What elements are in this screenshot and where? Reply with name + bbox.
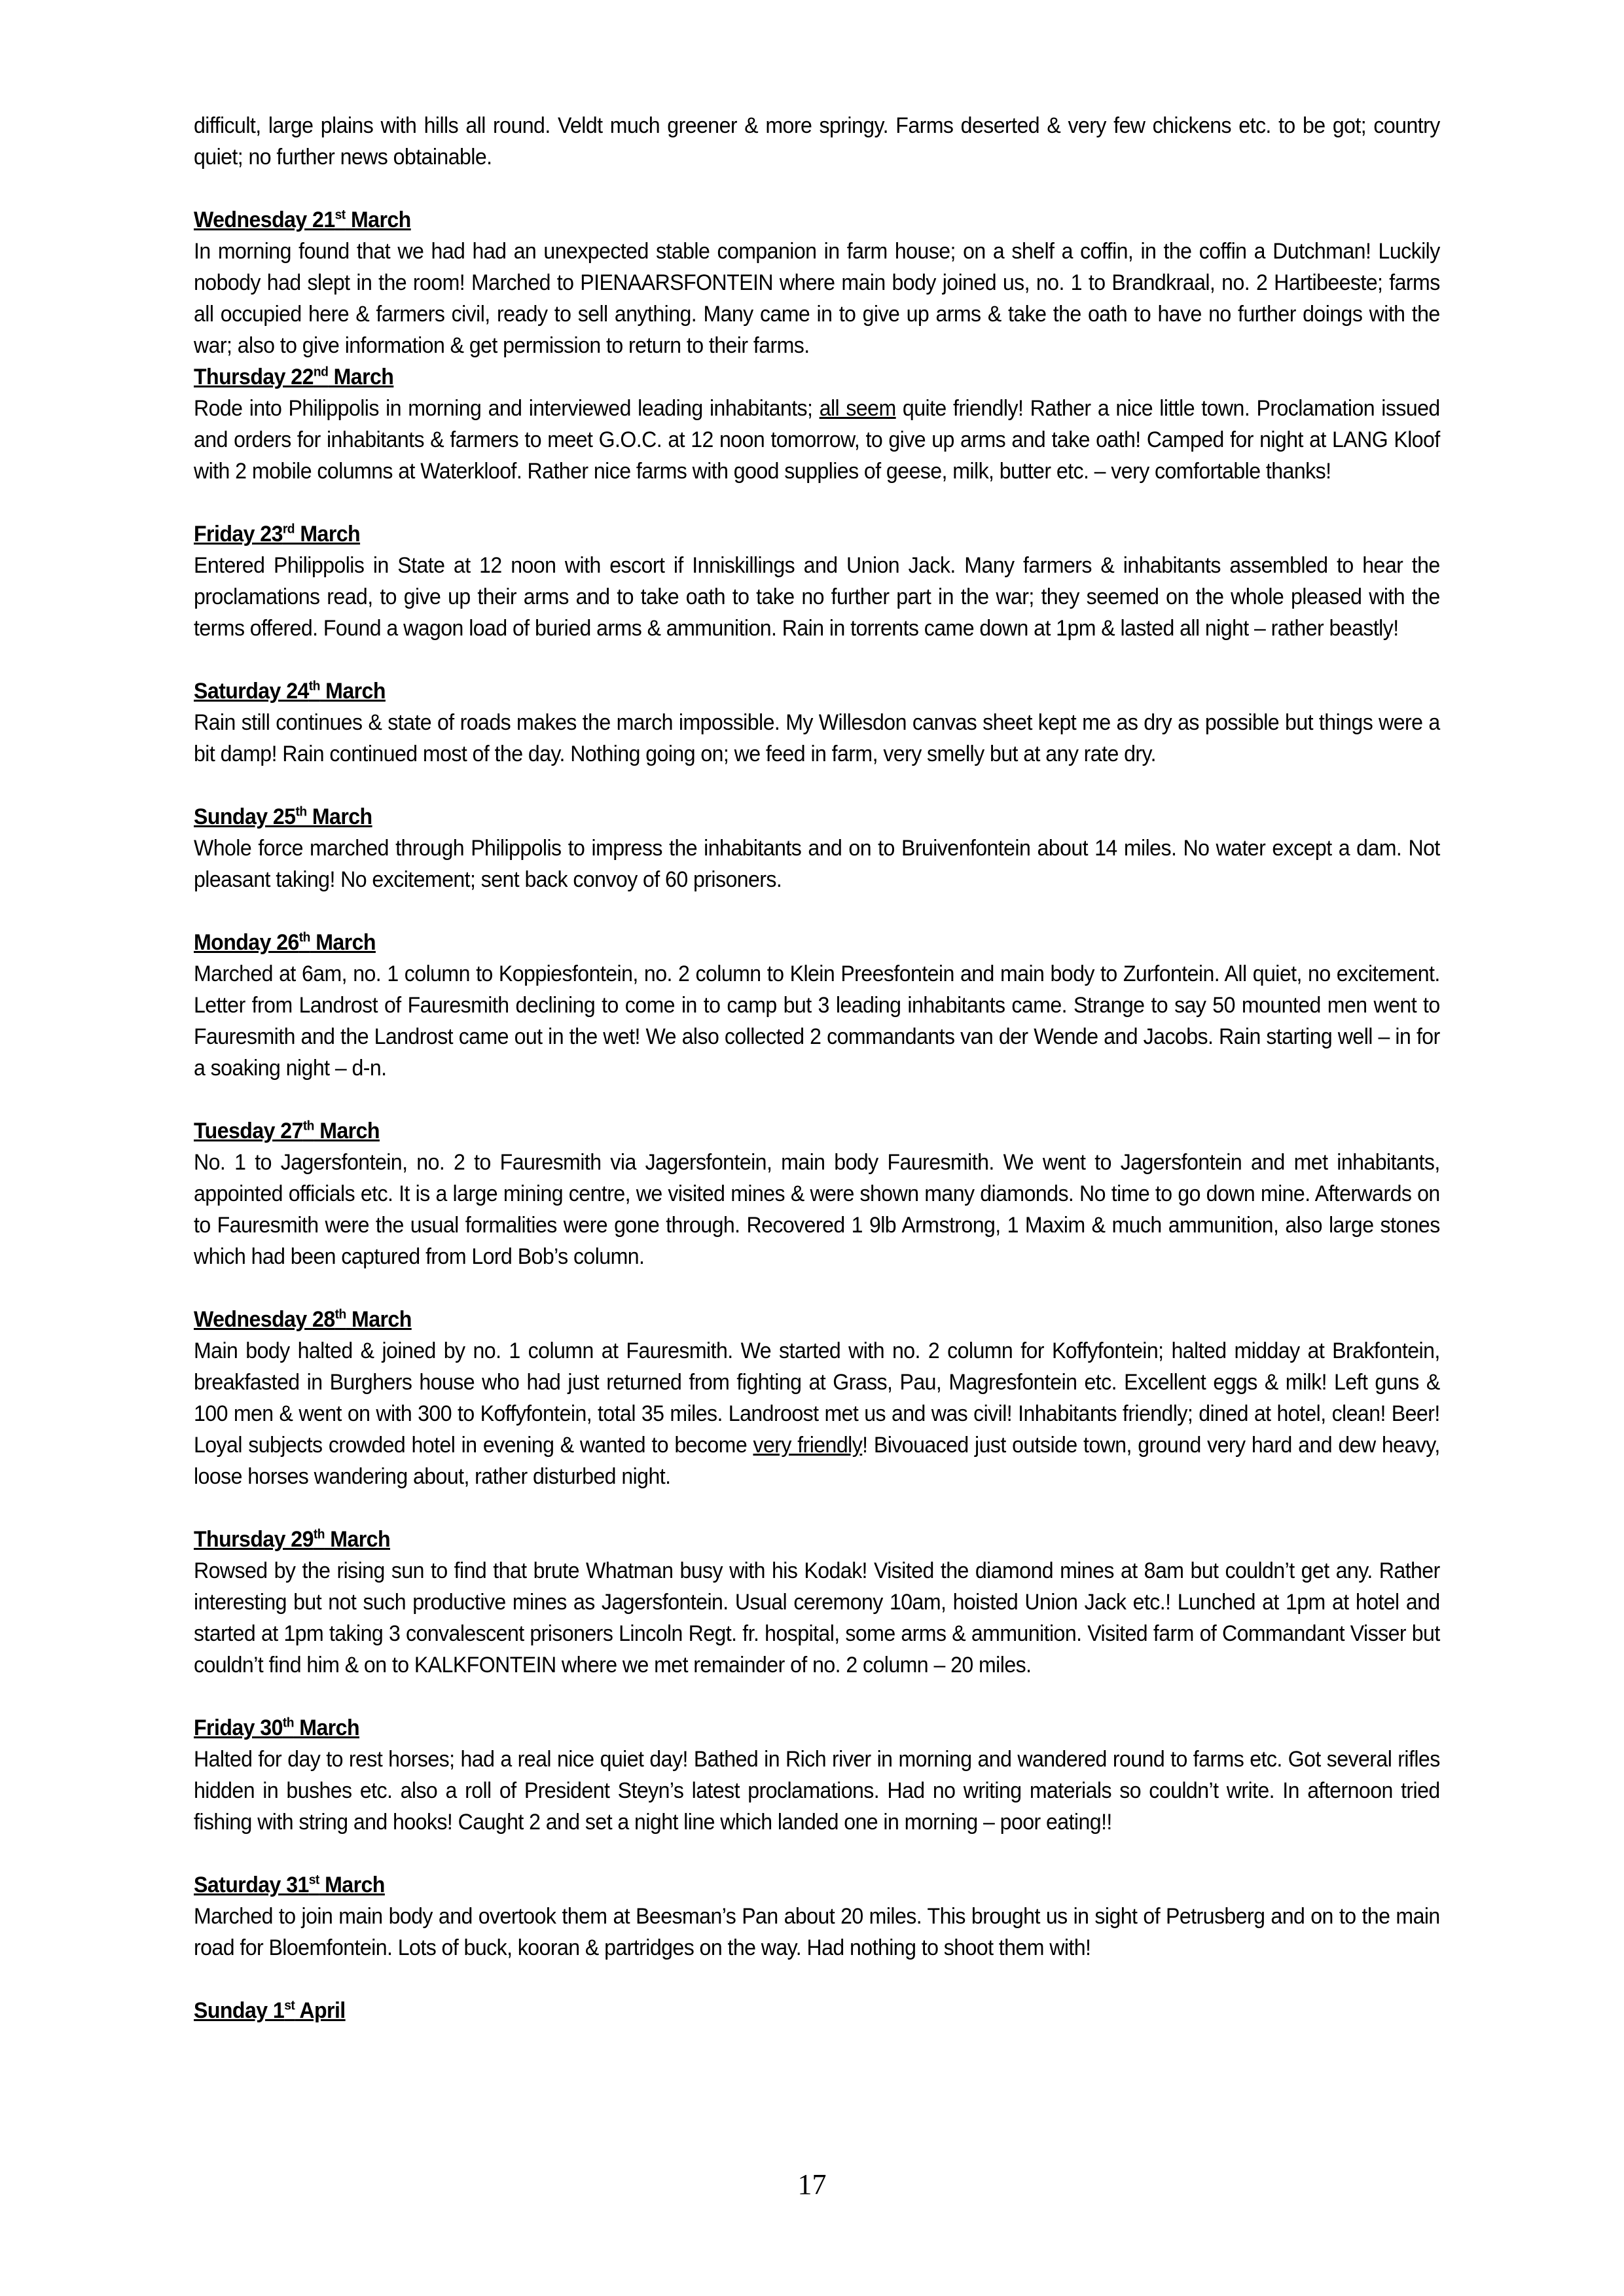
- entry-text-sun-25: Whole force marched through Philippolis to impress the inhabitants and on to Bruivenfontein about 14 miles. No water except a dam. Not pleasant taking! No excitement; sent back convoy of 60 prisoners.: [194, 836, 1440, 892]
- entry-text-mon-26: Marched at 6am, no. 1 column to Koppiesfontein, no. 2 column to Klein Preesfontein and main body to Zurfontein. All quiet, no excitement. Letter from Landrost of Fauresmith declining to come in to camp but 3 leading inhabitants came. Strange to say 50 mounted men went to Fauresmith and the Landrost came out in the wet! We also collected 2 commandants van der Wende and Jacobs. Rain starting well – in for a soaking night – d-n.: [194, 961, 1440, 1081]
- entry-text-thu-22: Rode into Philippolis in morning and interviewed leading inhabitants; all seem quite friendly! Rather a nice little town. Proclamation issued and orders for inhabitants & farmers to meet G.O.C. at 12 noon tomorrow, to give up arms and take oath! Camped for night at LANG Kloof with 2 mobile columns at Waterkloof. Rather nice farms with good supplies of geese, milk, butter etc. – very comfortable thanks!: [194, 396, 1440, 484]
- entry-text-fri-30: Halted for day to rest horses; had a real nice quiet day! Bathed in Rich river in morning and wandered round to farms etc. Got several rifles hidden in bushes etc. also a roll of President Steyn’s latest proclamations. Had no writing materials so couldn’t write. In afternoon tried fishing with string and hooks! Caught 2 and set a night line which landed one in morning – poor eating!!: [194, 1747, 1440, 1835]
- entry-text-fri-23: Entered Philippolis in State at 12 noon with escort if Inniskillings and Union Jack. Many farmers & inhabitants assembled to hear the proclamations read, to give up their arms and to take oath to take no further part in the war; they seemed on the whole pleased with the terms offered. Found a wagon load of buried arms & ammunition. Rain in torrents came down at 1pm & lasted all night – rather beastly!: [194, 553, 1440, 641]
- entry-heading-wed-21: Wednesday 21st March: [194, 207, 411, 232]
- entry-text-wed-28: Main body halted & joined by no. 1 column at Fauresmith. We started with no. 2 column for Koffyfontein; halted midday at Brakfontein, breakfasted in Burghers house who had just returned from fighting at Grass, Pau, Magresfontein etc. Excellent eggs & milk! Left guns & 100 men & went on with 300 to Koffyfontein, total 35 miles. Landroost met us and was civil! Inhabitants friendly; dined at hotel, clean! Beer! Loyal subjects crowded hotel in evening & wanted to become very friendly! Bivouaced just outside town, ground very hard and dew heavy, loose horses wandering about, rather disturbed night.: [194, 1338, 1440, 1489]
- entry-heading-fri-23: Friday 23rd March: [194, 521, 361, 547]
- intro-paragraph: difficult, large plains with hills all round. Veldt much greener & more springy. Farms deserted & very few chickens etc. to be got; country quiet; no further news obtainable.: [194, 113, 1440, 170]
- entry-heading-sat-24: Saturday 24th March: [194, 678, 386, 704]
- entry-heading-thu-22: Thursday 22nd March: [194, 364, 394, 389]
- page-number: 17: [797, 2168, 827, 2200]
- entry-text-thu-29: Rowsed by the rising sun to find that brute Whatman busy with his Kodak! Visited the diamond mines at 8am but couldn’t get any. Rather interesting but not such productive mines as Jagersfontein. Usual ceremony 10am, hoisted Union Jack etc.! Lunched at 1pm at hotel and started at 1pm taking 3 convalescent prisoners Lincoln Regt. fr. hospital, some arms & ammunition. Visited farm of Commandant Visser but couldn’t find him & on to KALKFONTEIN where we met remainder of no. 2 column – 20 miles.: [194, 1558, 1440, 1677]
- entry-heading-mon-26: Monday 26th March: [194, 929, 376, 955]
- entry-heading-sun-25: Sunday 25th March: [194, 804, 372, 829]
- entry-text-sat-24: Rain still continues & state of roads makes the march impossible. My Willesdon canvas sheet kept me as dry as possible but things were a bit damp! Rain continued most of the day. Nothing going on; we feed in farm, very smelly but at any rate dry.: [194, 710, 1440, 766]
- diary-page-body: [194, 110, 1440, 2026]
- entry-heading-wed-28: Wednesday 28th March: [194, 1306, 412, 1332]
- entry-text-sat-31: Marched to join main body and overtook them at Beesman’s Pan about 20 miles. This brought us in sight of Petrusberg and on to the main road for Bloemfontein. Lots of buck, kooran & partridges on the way. Had nothing to shoot them with!: [194, 1904, 1440, 1960]
- entry-text-wed-21: In morning found that we had had an unexpected stable companion in farm house; on a shelf a coffin, in the coffin a Dutchman! Luckily nobody had slept in the room! Marched to PIENAARSFONTEIN where main body joined us, no. 1 to Brandkraal, no. 2 Hartibeeste; farms all occupied here & farmers civil, ready to sell anything. Many came in to give up arms & take the oath to have no further doings with the war; also to give information & get permission to return to their farms.: [194, 239, 1440, 358]
- entry-heading-tue-27: Tuesday 27th March: [194, 1118, 380, 1143]
- entry-heading-fri-30: Friday 30th March: [194, 1715, 359, 1740]
- entry-heading-sat-31: Saturday 31st March: [194, 1872, 385, 1897]
- entry-text-tue-27: No. 1 to Jagersfontein, no. 2 to Fauresmith via Jagersfontein, main body Fauresmith. We went to Jagersfontein and met inhabitants, appointed officials etc. It is a large mining centre, we visited mines & were shown many diamonds. No time to go down mine. Afterwards on to Fauresmith were the usual formalities were gone through. Recovered 1 9lb Armstrong, 1 Maxim & much ammunition, also large stones which had been captured from Lord Bob’s column.: [194, 1150, 1440, 1269]
- underlined-phrase: very friendly: [753, 1433, 863, 1458]
- underlined-phrase: all seem: [819, 396, 896, 421]
- entry-heading-thu-29: Thursday 29th March: [194, 1526, 391, 1552]
- entry-heading-sun-1-april: Sunday 1st April: [194, 1998, 346, 2023]
